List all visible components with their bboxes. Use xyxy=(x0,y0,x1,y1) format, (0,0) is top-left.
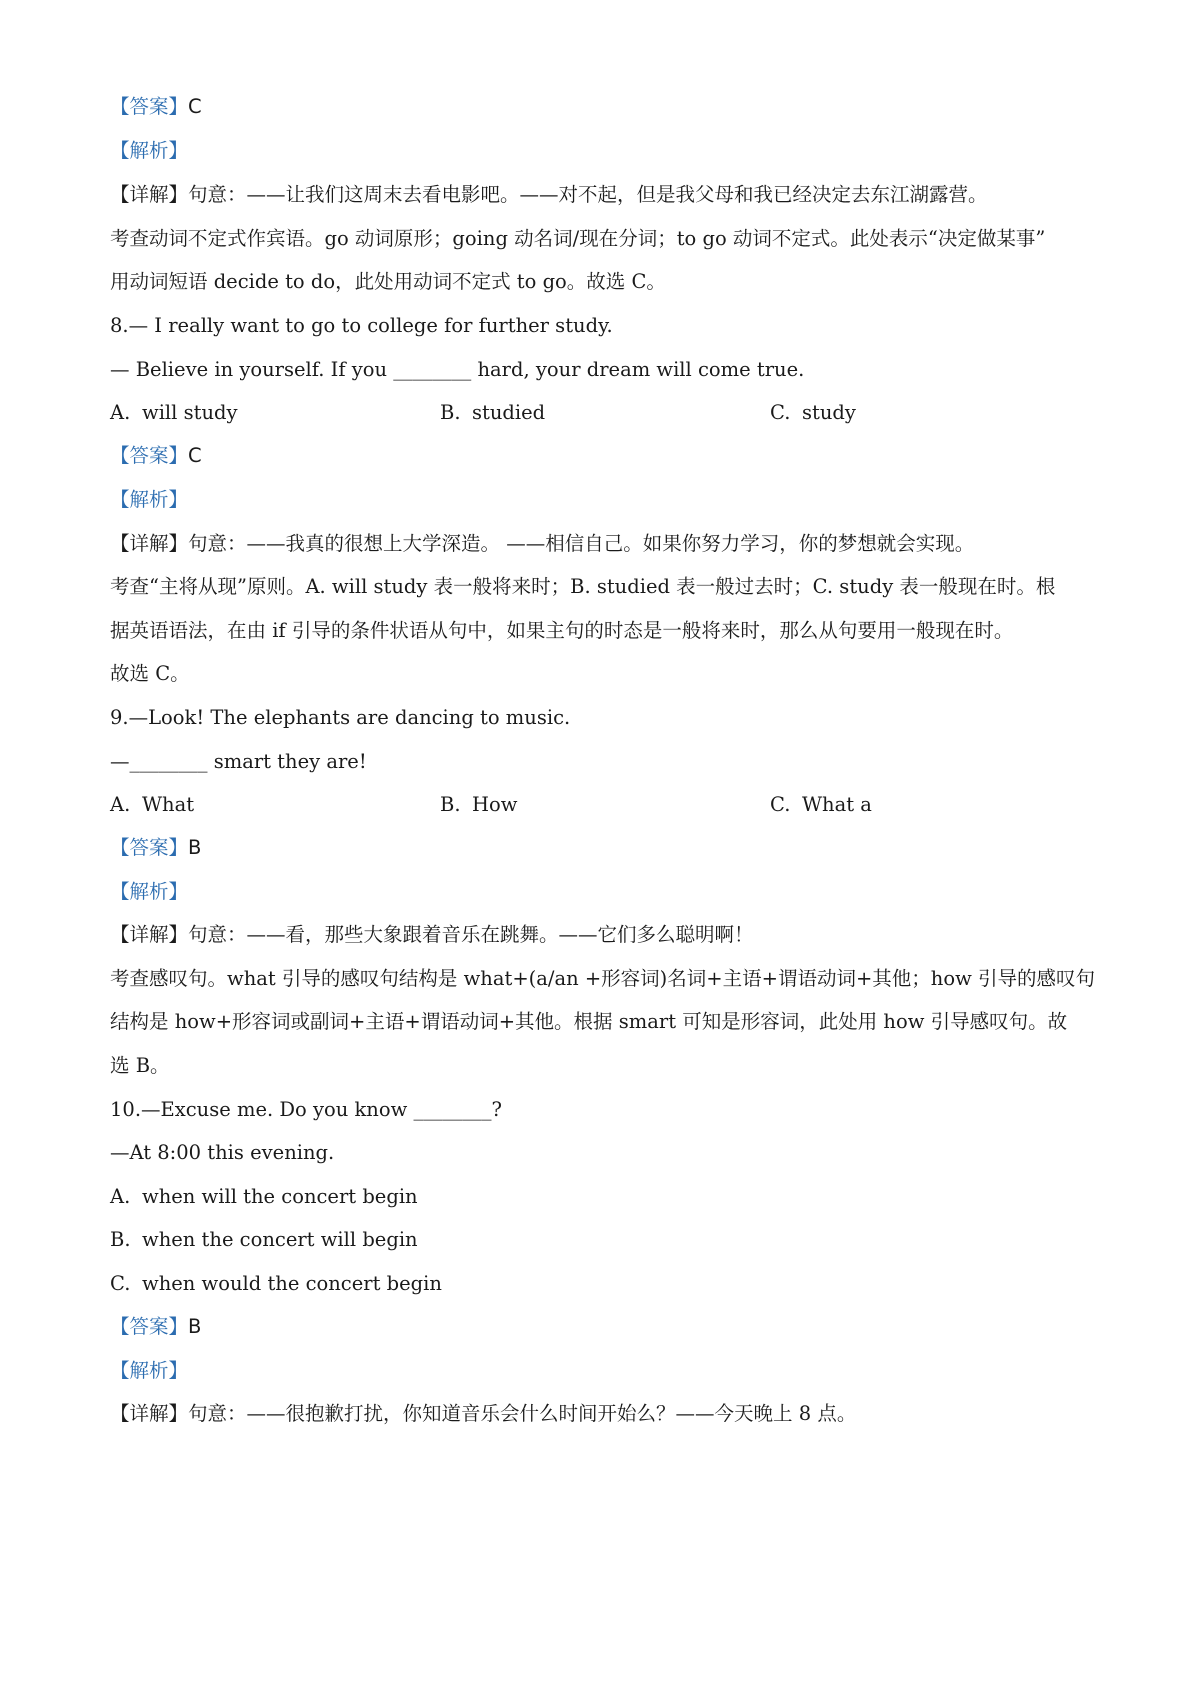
detail-line-q8-4 xyxy=(110,659,1110,689)
option-letter: B. xyxy=(440,793,461,816)
detail-line-q8-2 xyxy=(110,572,1110,602)
question-10-line-2 xyxy=(110,1138,1110,1168)
detail-line-q7-3 xyxy=(110,267,1110,297)
option-b xyxy=(110,1225,1110,1255)
detail-label: 【详解】 xyxy=(110,923,189,946)
detail-text: 用动词短语 decide to do，此处用动词不定式 to go。故选 C。 xyxy=(110,270,666,293)
option-letter: C. xyxy=(770,793,791,816)
analysis-label: 【解析】 xyxy=(110,1359,189,1382)
detail-text: 考查感叹句。what 引导的感叹句结构是 what+(a/an +形容词)名词+主语+谓语动词+其他；how 引导的感叹句 xyxy=(110,967,1095,990)
question-text: —At 8:00 this evening. xyxy=(110,1141,335,1164)
option-text: when the concert will begin xyxy=(142,1228,418,1251)
answer-label: 【答案】 xyxy=(110,95,189,118)
answer-label: 【答案】 xyxy=(110,1315,189,1338)
detail-text: 考查“主将从现”原则。A. will study 表一般将来时；B. studied 表一般过去时；C. study 表一般现在时。根 xyxy=(110,575,1056,598)
answer-value: C xyxy=(188,95,202,118)
answer-line-q7 xyxy=(110,92,1110,122)
analysis-label: 【解析】 xyxy=(110,488,189,511)
answer-label: 【答案】 xyxy=(110,444,189,467)
option-letter: B. xyxy=(440,401,461,424)
question-text: 8.— I really want to go to college for further study. xyxy=(110,314,613,337)
question-text: — Believe in yourself. If you ________ hard, your dream will come true. xyxy=(110,358,805,381)
option-c xyxy=(770,790,872,820)
answer-value: B xyxy=(188,1315,202,1338)
analysis-line-q9 xyxy=(110,877,1110,907)
detail-text: 据英语语法，在由 if 引导的条件状语从句中，如果主句的时态是一般将来时，那么从句要用一般现在时。 xyxy=(110,619,1014,642)
question-9-line-2 xyxy=(110,747,1110,777)
detail-line-q9-3 xyxy=(110,1007,1110,1037)
detail-label: 【详解】 xyxy=(110,1402,189,1425)
detail-text: 句意：——让我们这周末去看电影吧。——对不起，但是我父母和我已经决定去东江湖露营。 xyxy=(188,183,988,206)
option-text: study xyxy=(802,401,856,424)
option-letter: A. xyxy=(110,1185,131,1208)
detail-text: 考查动词不定式作宾语。go 动词原形；going 动名词/现在分词；to go 动词不定式。此处表示“决定做某事” xyxy=(110,227,1046,250)
analysis-line-q7 xyxy=(110,136,1110,166)
analysis-label: 【解析】 xyxy=(110,880,189,903)
answer-line-q9 xyxy=(110,833,1110,863)
option-letter: A. xyxy=(110,793,131,816)
detail-text: 选 B。 xyxy=(110,1054,170,1077)
option-b xyxy=(440,790,517,820)
detail-line-q10-1 xyxy=(110,1399,1110,1429)
option-a xyxy=(110,790,194,820)
detail-line-q9-4 xyxy=(110,1051,1110,1081)
detail-line-q8-1 xyxy=(110,529,1110,559)
option-letter: C. xyxy=(770,401,791,424)
question-text: 10.—Excuse me. Do you know ________? xyxy=(110,1098,502,1121)
option-text: when would the concert begin xyxy=(142,1272,442,1295)
detail-text: 句意：——看，那些大象跟着音乐在跳舞。——它们多么聪明啊！ xyxy=(188,923,754,946)
question-9-line-1 xyxy=(110,703,1110,733)
option-c xyxy=(770,398,856,428)
detail-text: 句意：——很抱歉打扰，你知道音乐会什么时间开始么？——今天晚上 8 点。 xyxy=(188,1402,857,1425)
answer-value: C xyxy=(188,444,202,467)
answer-line-q10 xyxy=(110,1312,1110,1342)
question-8-line-1 xyxy=(110,311,1110,341)
option-a xyxy=(110,398,238,428)
answer-label: 【答案】 xyxy=(110,836,189,859)
option-letter: A. xyxy=(110,401,131,424)
option-text: when will the concert begin xyxy=(142,1185,418,1208)
option-text: How xyxy=(472,793,518,816)
analysis-label: 【解析】 xyxy=(110,139,189,162)
question-8-line-2 xyxy=(110,355,1110,385)
analysis-line-q10 xyxy=(110,1356,1110,1386)
detail-label: 【详解】 xyxy=(110,183,189,206)
detail-line-q7-2 xyxy=(110,224,1110,254)
option-a xyxy=(110,1182,1110,1212)
detail-text: 结构是 how+形容词或副词+主语+谓语动词+其他。根据 smart 可知是形容词，此处用 how 引导感叹句。故 xyxy=(110,1010,1068,1033)
option-text: What a xyxy=(802,793,872,816)
option-b xyxy=(440,398,545,428)
option-letter: B. xyxy=(110,1228,131,1251)
detail-line-q9-1 xyxy=(110,920,1110,950)
question-text: —________ smart they are! xyxy=(110,750,367,773)
detail-label: 【详解】 xyxy=(110,532,189,555)
question-text: 9.—Look! The elephants are dancing to music. xyxy=(110,706,571,729)
option-text: will study xyxy=(142,401,238,424)
question-10-line-1 xyxy=(110,1095,1110,1125)
detail-line-q7-1 xyxy=(110,180,1110,210)
option-text: studied xyxy=(472,401,546,424)
detail-text: 故选 C。 xyxy=(110,662,190,685)
option-letter: C. xyxy=(110,1272,131,1295)
answer-value: B xyxy=(188,836,202,859)
detail-line-q9-2 xyxy=(110,964,1110,994)
detail-text: 句意：——我真的很想上大学深造。 ——相信自己。如果你努力学习，你的梦想就会实现。 xyxy=(188,532,975,555)
analysis-line-q8 xyxy=(110,485,1110,515)
option-c xyxy=(110,1269,1110,1299)
option-text: What xyxy=(142,793,195,816)
answer-line-q8 xyxy=(110,441,1110,471)
detail-line-q8-3 xyxy=(110,616,1110,646)
